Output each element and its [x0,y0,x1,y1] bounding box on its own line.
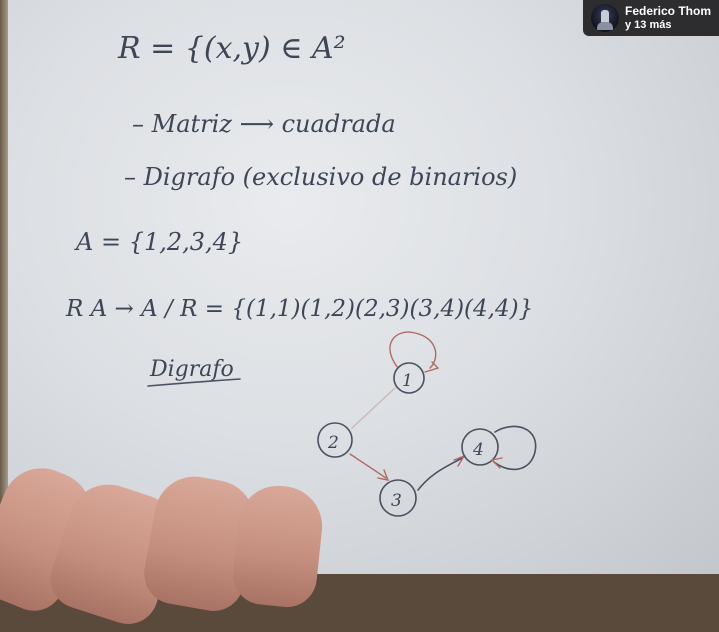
relation-pairs: R A → A / R = {(1,1)(1,2)(2,3)(3,4)(4,4)} [66,296,534,322]
edge-2-3 [350,454,386,478]
loop-edge-4 [494,426,536,469]
edge-1-2 [352,388,395,428]
digraph-label: Digrafo [150,357,234,382]
participants-more-count: y 13 más [625,19,672,31]
node-4-label: 4 [473,440,484,460]
set-definition: A = {1,2,3,4} [76,228,244,256]
node-1-label: 1 [402,371,413,391]
relation-definition: R = {(x,y) ∈ A² [118,31,346,66]
node-3-label: 3 [391,491,402,511]
edge-3-4 [418,458,462,490]
edge-2-3-arrow [378,470,388,480]
user-avatar-icon [591,4,619,32]
node-2-label: 2 [328,433,339,453]
participants-text [625,4,711,32]
participant-name: Federico Thom [625,4,712,18]
participants-indicator[interactable] [583,0,719,36]
bullet-digraph: – Digrafo (exclusivo de binarios) [124,163,518,191]
loop-edge-1 [390,332,436,368]
bullet-matrix: – Matriz ⟶ cuadrada [132,110,396,138]
